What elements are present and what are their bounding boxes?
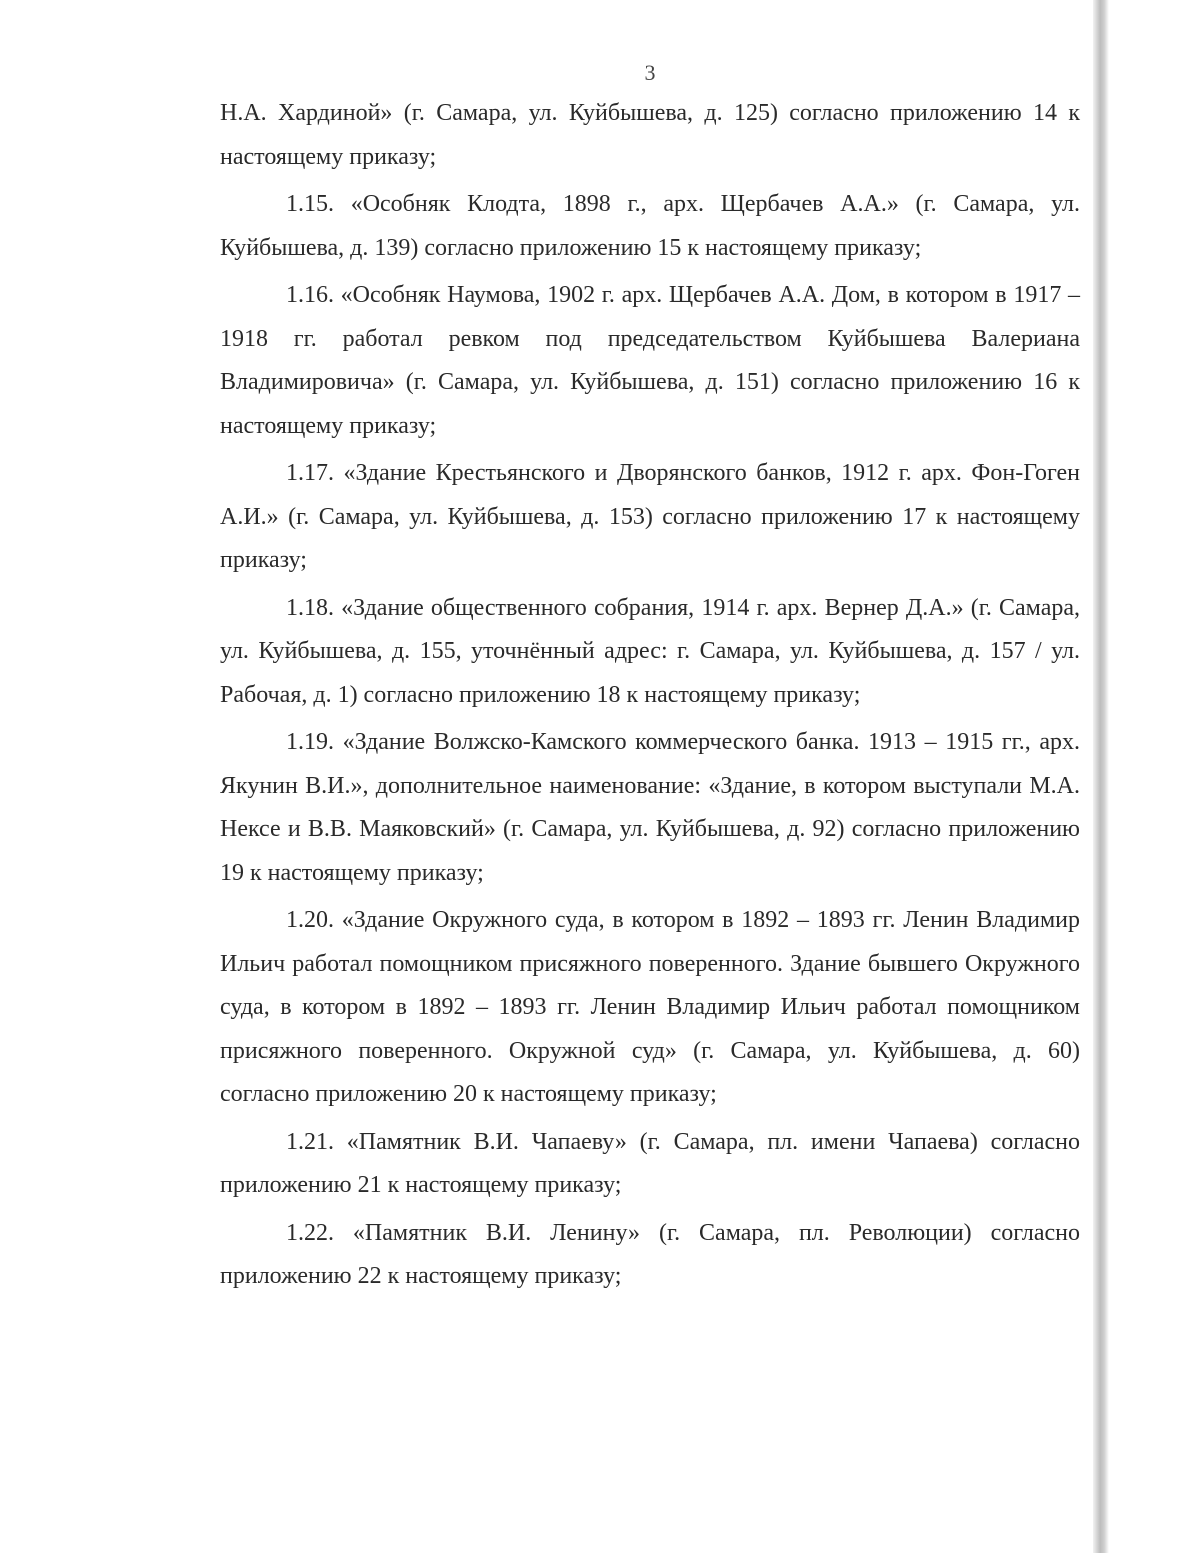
paragraph-item-1-17: 1.17. «Здание Крестьянского и Дворянского банков, 1912 г. арх. Фон-Гоген А.И.» (г. Самара, ул. Куйбышева, д. 153) согласно приложению 17 к настоящему приказу; xyxy=(220,460,1080,573)
paragraph-item-1-19: 1.19. «Здание Волжско-Камского коммерческого банка. 1913 – 1915 гг., арх. Якунин В.И.», дополнительное наименование: «Здание, в котором выступали М.А. Нексе и В.В. Маяковский» (г. Самара, ул. Куйбышева, д. 92) согласно приложению 19 к настоящему приказу; xyxy=(220,729,1080,886)
paragraph-item-1-21: 1.21. «Памятник В.И. Чапаеву» (г. Самара, пл. имени Чапаева) согласно приложению 21 к настоящему приказу; xyxy=(220,1128,1080,1198)
page-number: 3 xyxy=(644,60,656,85)
page-edge-shadow xyxy=(1093,0,1109,1553)
paragraph-item-1-16: 1.16. «Особняк Наумова, 1902 г. арх. Щербачев А.А. Дом, в котором в 1917 – 1918 гг. работал ревком под председательством Куйбышева Валериана Владимировича» (г. Самара, ул. Куйбышева, д. 151) согласно приложению 16 к настоящему приказу; xyxy=(220,282,1080,439)
paragraph-item-1-22: 1.22. «Памятник В.И. Ленину» (г. Самара, пл. Революции) согласно приложению 22 к настоящему приказу; xyxy=(220,1219,1080,1289)
paragraph-continuation: Н.А. Хардиной» (г. Самара, ул. Куйбышева, д. 125) согласно приложению 14 к настоящему приказу; xyxy=(220,100,1080,170)
document-body xyxy=(220,92,1080,1299)
paragraph-item-1-18: 1.18. «Здание общественного собрания, 1914 г. арх. Вернер Д.А.» (г. Самара, ул. Куйбышева, д. 155, уточнённый адрес: г. Самара, ул. Куйбышева, д. 157 / ул. Рабочая, д. 1) согласно приложению 18 к настоящему приказу; xyxy=(220,594,1080,708)
paragraph-item-1-20: 1.20. «Здание Окружного суда, в котором в 1892 – 1893 гг. Ленин Владимир Ильич работал помощником присяжного поверенного. Здание бывшего Окружного суда, в котором в 1892 – 1893 гг. Ленин Владимир Ильич работал помощником присяжного поверенного. Окружной суд» (г. Самара, ул. Куйбышева, д. 60) согласно приложению 20 к настоящему приказу; xyxy=(220,907,1080,1107)
paragraph-item-1-15: 1.15. «Особняк Клодта, 1898 г., арх. Щербачев А.А.» (г. Самара, ул. Куйбышева, д. 139) согласно приложению 15 к настоящему приказу; xyxy=(220,191,1080,261)
